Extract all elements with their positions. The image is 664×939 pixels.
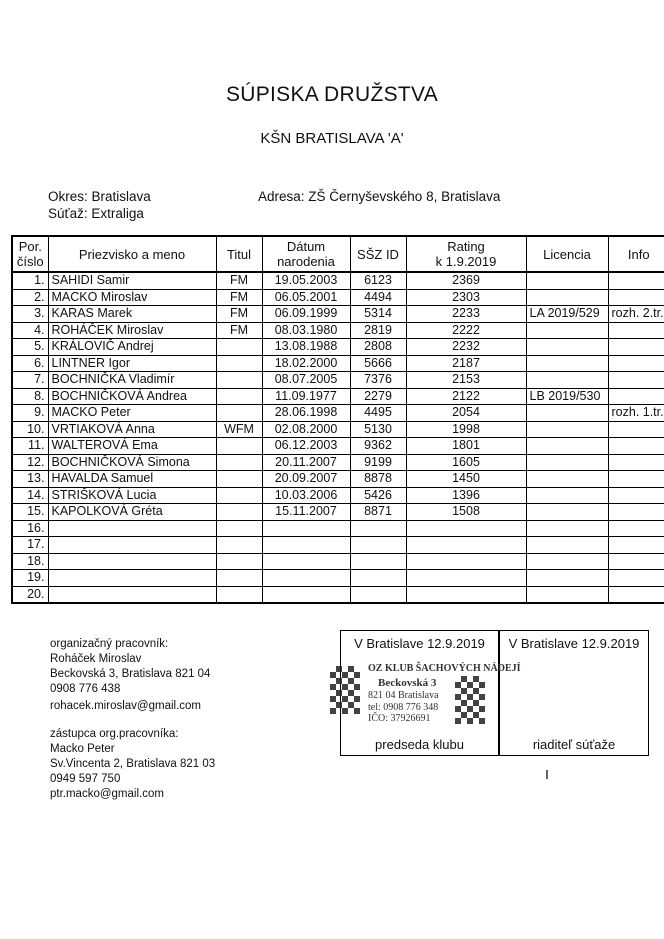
cell-lic	[526, 504, 608, 521]
pen-mark	[546, 770, 548, 779]
cell-titul	[216, 388, 262, 405]
cell-info	[608, 586, 664, 603]
cell-id: 5130	[350, 421, 406, 438]
cell-lic	[526, 289, 608, 306]
cell-name: ROHÁČEK Miroslav	[48, 322, 216, 339]
cell-titul	[216, 537, 262, 554]
cell-name: STRIŠKOVÁ Lucia	[48, 487, 216, 504]
cell-info	[608, 570, 664, 587]
address-label: Adresa: ZŠ Černyševského 8, Bratislava	[258, 189, 501, 204]
cell-info	[608, 421, 664, 438]
cell-date	[262, 553, 350, 570]
cell-rating: 2233	[406, 306, 526, 323]
cell-date: 15.11.2007	[262, 504, 350, 521]
director-role: riaditeľ súťaže	[532, 737, 616, 752]
cell-lic	[526, 322, 608, 339]
table-row	[12, 272, 664, 289]
cell-info	[608, 438, 664, 455]
competition-label: Súťaž: Extraliga	[48, 206, 144, 221]
cell-lic	[526, 405, 608, 422]
cell-id: 5666	[350, 355, 406, 372]
cell-lic	[526, 520, 608, 537]
cell-id: 8871	[350, 504, 406, 521]
cell-info	[608, 289, 664, 306]
stamp-checker-left	[330, 666, 360, 714]
cell-rating: 2153	[406, 372, 526, 389]
deputy-email: ptr.macko@gmail.com	[50, 788, 164, 800]
cell-date: 20.11.2007	[262, 454, 350, 471]
cell-id	[350, 570, 406, 587]
organizer-contact	[50, 637, 210, 714]
cell-rating	[406, 570, 526, 587]
deputy-label: zástupca org.pracovníka:	[50, 728, 179, 740]
cell-info	[608, 322, 664, 339]
cell-lic	[526, 272, 608, 289]
cell-date: 18.02.2000	[262, 355, 350, 372]
table-row	[12, 504, 664, 521]
cell-date: 08.07.2005	[262, 372, 350, 389]
cell-rating: 1605	[406, 454, 526, 471]
cell-date: 06.12.2003	[262, 438, 350, 455]
cell-titul	[216, 339, 262, 356]
table-row	[12, 454, 664, 471]
cell-lic	[526, 339, 608, 356]
header-info: Info	[608, 236, 664, 272]
cell-rating: 2187	[406, 355, 526, 372]
cell-no: 1.	[12, 272, 48, 289]
cell-no: 14.	[12, 487, 48, 504]
cell-titul: FM	[216, 322, 262, 339]
cell-info	[608, 553, 664, 570]
cell-date	[262, 537, 350, 554]
header-title: Titul	[216, 236, 262, 272]
cell-no: 16.	[12, 520, 48, 537]
cell-rating: 2054	[406, 405, 526, 422]
cell-name: MACKO Miroslav	[48, 289, 216, 306]
cell-titul	[216, 570, 262, 587]
cell-no: 8.	[12, 388, 48, 405]
cell-no: 12.	[12, 454, 48, 471]
stamp-line-2: Beckovská 3	[378, 677, 437, 689]
cell-id: 4495	[350, 405, 406, 422]
roster-table	[11, 235, 664, 604]
cell-info	[608, 471, 664, 488]
cell-date: 11.09.1977	[262, 388, 350, 405]
stamp-line-5: IČO: 37926691	[368, 713, 431, 724]
cell-id: 4494	[350, 289, 406, 306]
stamp-line-4: tel: 0908 776 348	[368, 702, 439, 713]
cell-titul	[216, 372, 262, 389]
cell-no: 4.	[12, 322, 48, 339]
cell-info	[608, 487, 664, 504]
cell-id: 5426	[350, 487, 406, 504]
cell-id: 9199	[350, 454, 406, 471]
cell-name	[48, 586, 216, 603]
cell-rating: 2303	[406, 289, 526, 306]
table-row	[12, 322, 664, 339]
cell-rating: 1450	[406, 471, 526, 488]
cell-date: 06.09.1999	[262, 306, 350, 323]
club-chair-role: predseda klubu	[375, 737, 464, 752]
cell-name: SAHIDI Samir	[48, 272, 216, 289]
header-birthdate: Dátum narodenia	[262, 236, 350, 272]
cell-name: BOCHNIČKOVÁ Andrea	[48, 388, 216, 405]
cell-no: 17.	[12, 537, 48, 554]
cell-info: rozh. 1.tr.	[608, 405, 664, 422]
cell-name: BOCHNIČKA Vladimír	[48, 372, 216, 389]
table-row	[12, 388, 664, 405]
cell-info	[608, 355, 664, 372]
cell-lic	[526, 553, 608, 570]
cell-no: 19.	[12, 570, 48, 587]
cell-id: 2279	[350, 388, 406, 405]
table-row	[12, 471, 664, 488]
table-row	[12, 355, 664, 372]
cell-titul	[216, 487, 262, 504]
district-label: Okres: Bratislava	[48, 189, 151, 204]
cell-info	[608, 520, 664, 537]
cell-rating: 1508	[406, 504, 526, 521]
deputy-contact	[50, 727, 215, 802]
cell-titul	[216, 405, 262, 422]
table-row	[12, 553, 664, 570]
cell-info	[608, 372, 664, 389]
cell-titul	[216, 520, 262, 537]
cell-rating: 2232	[406, 339, 526, 356]
header-name: Priezvisko a meno	[48, 236, 216, 272]
cell-no: 10.	[12, 421, 48, 438]
table-row	[12, 306, 664, 323]
cell-no: 13.	[12, 471, 48, 488]
cell-no: 6.	[12, 355, 48, 372]
cell-info	[608, 504, 664, 521]
cell-name: KARAS Marek	[48, 306, 216, 323]
cell-no: 5.	[12, 339, 48, 356]
cell-titul	[216, 586, 262, 603]
cell-rating	[406, 537, 526, 554]
cell-info: rozh. 2.tr.	[608, 306, 664, 323]
table-row	[12, 372, 664, 389]
cell-id: 6123	[350, 272, 406, 289]
organizer-label: organizačný pracovník:	[50, 638, 169, 650]
cell-titul	[216, 454, 262, 471]
cell-rating: 1801	[406, 438, 526, 455]
table-row	[12, 487, 664, 504]
table-row	[12, 339, 664, 356]
cell-date: 13.08.1988	[262, 339, 350, 356]
cell-lic	[526, 372, 608, 389]
cell-rating	[406, 586, 526, 603]
table-row	[12, 438, 664, 455]
cell-lic: LA 2019/529	[526, 306, 608, 323]
cell-rating: 2122	[406, 388, 526, 405]
table-row	[12, 405, 664, 422]
club-chair-place-date: V Bratislave 12.9.2019	[354, 636, 485, 651]
cell-no: 2.	[12, 289, 48, 306]
cell-date	[262, 586, 350, 603]
stamp-line-3: 821 04 Bratislava	[368, 690, 439, 701]
document-title: SÚPISKA DRUŽSTVA	[225, 83, 439, 106]
table-header-row	[12, 236, 664, 272]
cell-titul: FM	[216, 306, 262, 323]
cell-date: 19.05.2003	[262, 272, 350, 289]
cell-name: VRTIAKOVÁ Anna	[48, 421, 216, 438]
cell-name: KAPOLKOVÁ Gréta	[48, 504, 216, 521]
cell-lic	[526, 355, 608, 372]
cell-lic	[526, 454, 608, 471]
cell-rating	[406, 553, 526, 570]
cell-name: MACKO Peter	[48, 405, 216, 422]
table-row	[12, 520, 664, 537]
cell-titul	[216, 438, 262, 455]
cell-id: 9362	[350, 438, 406, 455]
cell-name: HAVALDA Samuel	[48, 471, 216, 488]
cell-date	[262, 570, 350, 587]
cell-name	[48, 537, 216, 554]
header-license: Licencia	[526, 236, 608, 272]
deputy-address: Sv.Vincenta 2, Bratislava 821 03	[50, 758, 216, 770]
table-row	[12, 570, 664, 587]
table-row	[12, 537, 664, 554]
director-signature-box	[499, 630, 649, 756]
cell-lic	[526, 471, 608, 488]
cell-rating: 1998	[406, 421, 526, 438]
cell-no: 15.	[12, 504, 48, 521]
cell-name: WALTEROVÁ Ema	[48, 438, 216, 455]
cell-date: 28.06.1998	[262, 405, 350, 422]
cell-date: 02.08.2000	[262, 421, 350, 438]
cell-titul	[216, 504, 262, 521]
cell-titul: FM	[216, 289, 262, 306]
table-row	[12, 586, 664, 603]
cell-id	[350, 520, 406, 537]
cell-titul	[216, 355, 262, 372]
cell-info	[608, 339, 664, 356]
cell-id: 7376	[350, 372, 406, 389]
cell-rating: 1396	[406, 487, 526, 504]
cell-name: BOCHNIČKOVÁ Simona	[48, 454, 216, 471]
stamp-checker-right	[455, 676, 485, 724]
cell-lic	[526, 438, 608, 455]
stamp-line-1: OZ KLUB ŠACHOVÝCH NÁDEJÍ	[368, 663, 521, 674]
cell-date: 06.05.2001	[262, 289, 350, 306]
deputy-name: Macko Peter	[50, 743, 115, 755]
cell-rating: 2369	[406, 272, 526, 289]
cell-no: 3.	[12, 306, 48, 323]
cell-no: 7.	[12, 372, 48, 389]
cell-id: 8878	[350, 471, 406, 488]
cell-no: 11.	[12, 438, 48, 455]
organizer-name: Roháček Miroslav	[50, 653, 142, 665]
cell-id	[350, 553, 406, 570]
cell-info	[608, 537, 664, 554]
cell-no: 9.	[12, 405, 48, 422]
cell-name: KRÁLOVIČ Andrej	[48, 339, 216, 356]
cell-no: 20.	[12, 586, 48, 603]
cell-name: LINTNER Igor	[48, 355, 216, 372]
organizer-phone: 0908 776 438	[50, 683, 121, 695]
cell-rating	[406, 520, 526, 537]
cell-lic	[526, 570, 608, 587]
cell-id: 2819	[350, 322, 406, 339]
table-row	[12, 289, 664, 306]
cell-info	[608, 388, 664, 405]
cell-no: 18.	[12, 553, 48, 570]
deputy-phone: 0949 597 750	[50, 773, 121, 785]
cell-id: 2808	[350, 339, 406, 356]
header-ssz-id: SŠZ ID	[350, 236, 406, 272]
cell-date	[262, 520, 350, 537]
cell-id	[350, 537, 406, 554]
cell-name	[48, 553, 216, 570]
cell-titul	[216, 553, 262, 570]
cell-name	[48, 570, 216, 587]
cell-titul: WFM	[216, 421, 262, 438]
cell-id	[350, 586, 406, 603]
cell-lic	[526, 586, 608, 603]
cell-lic	[526, 487, 608, 504]
table-row	[12, 421, 664, 438]
cell-info	[608, 272, 664, 289]
cell-titul	[216, 471, 262, 488]
cell-date: 20.09.2007	[262, 471, 350, 488]
header-rating: Rating k 1.9.2019	[406, 236, 526, 272]
cell-info	[608, 454, 664, 471]
cell-id: 5314	[350, 306, 406, 323]
header-number: Por. číslo	[12, 236, 48, 272]
team-name: KŠN BRATISLAVA 'A'	[260, 130, 404, 147]
cell-date: 08.03.1980	[262, 322, 350, 339]
cell-name	[48, 520, 216, 537]
cell-lic	[526, 421, 608, 438]
cell-rating: 2222	[406, 322, 526, 339]
cell-date: 10.03.2006	[262, 487, 350, 504]
director-place-date: V Bratislave 12.9.2019	[508, 636, 640, 651]
organizer-email: rohacek.miroslav@gmail.com	[50, 700, 201, 712]
cell-lic	[526, 537, 608, 554]
cell-lic: LB 2019/530	[526, 388, 608, 405]
cell-titul: FM	[216, 272, 262, 289]
organizer-address: Beckovská 3, Bratislava 821 04	[50, 668, 211, 680]
